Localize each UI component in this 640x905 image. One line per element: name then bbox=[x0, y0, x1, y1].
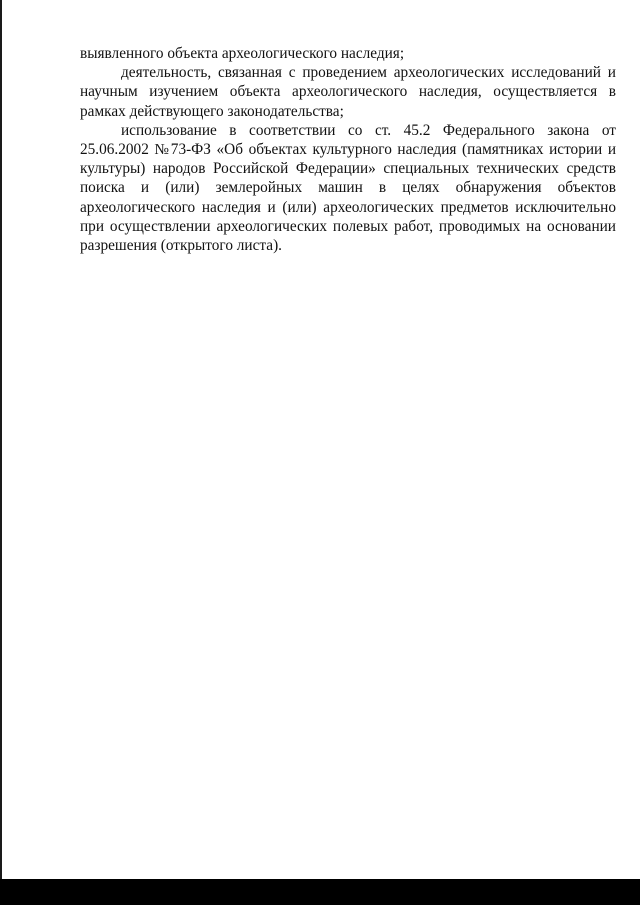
scan-bottom-border bbox=[0, 879, 640, 905]
document-body bbox=[80, 44, 616, 255]
paragraph-technical-means-usage: использование в соответствии со ст. 45.2 Федерального закона от 25.06.2002 №73-ФЗ «Об объектах культурного наследия (памятниках истории и культуры) народов Российской Федерации» специальных технических средств поиска и (или) землеройных машин в целях обнаружения объектов археологического наследия и (или) археологических предметов исключительно при осуществлении археологических полевых работ, проводимых на основании разрешения (открытого листа). bbox=[80, 121, 616, 255]
paragraph-archaeological-activity: деятельность, связанная с проведением археологических исследований и научным изучением объекта археологического наследия, осуществляется в рамках действующего законодательства; bbox=[80, 64, 616, 120]
scan-left-edge bbox=[0, 0, 2, 905]
paragraph-continuation: выявленного объекта археологического наследия; bbox=[80, 45, 405, 62]
